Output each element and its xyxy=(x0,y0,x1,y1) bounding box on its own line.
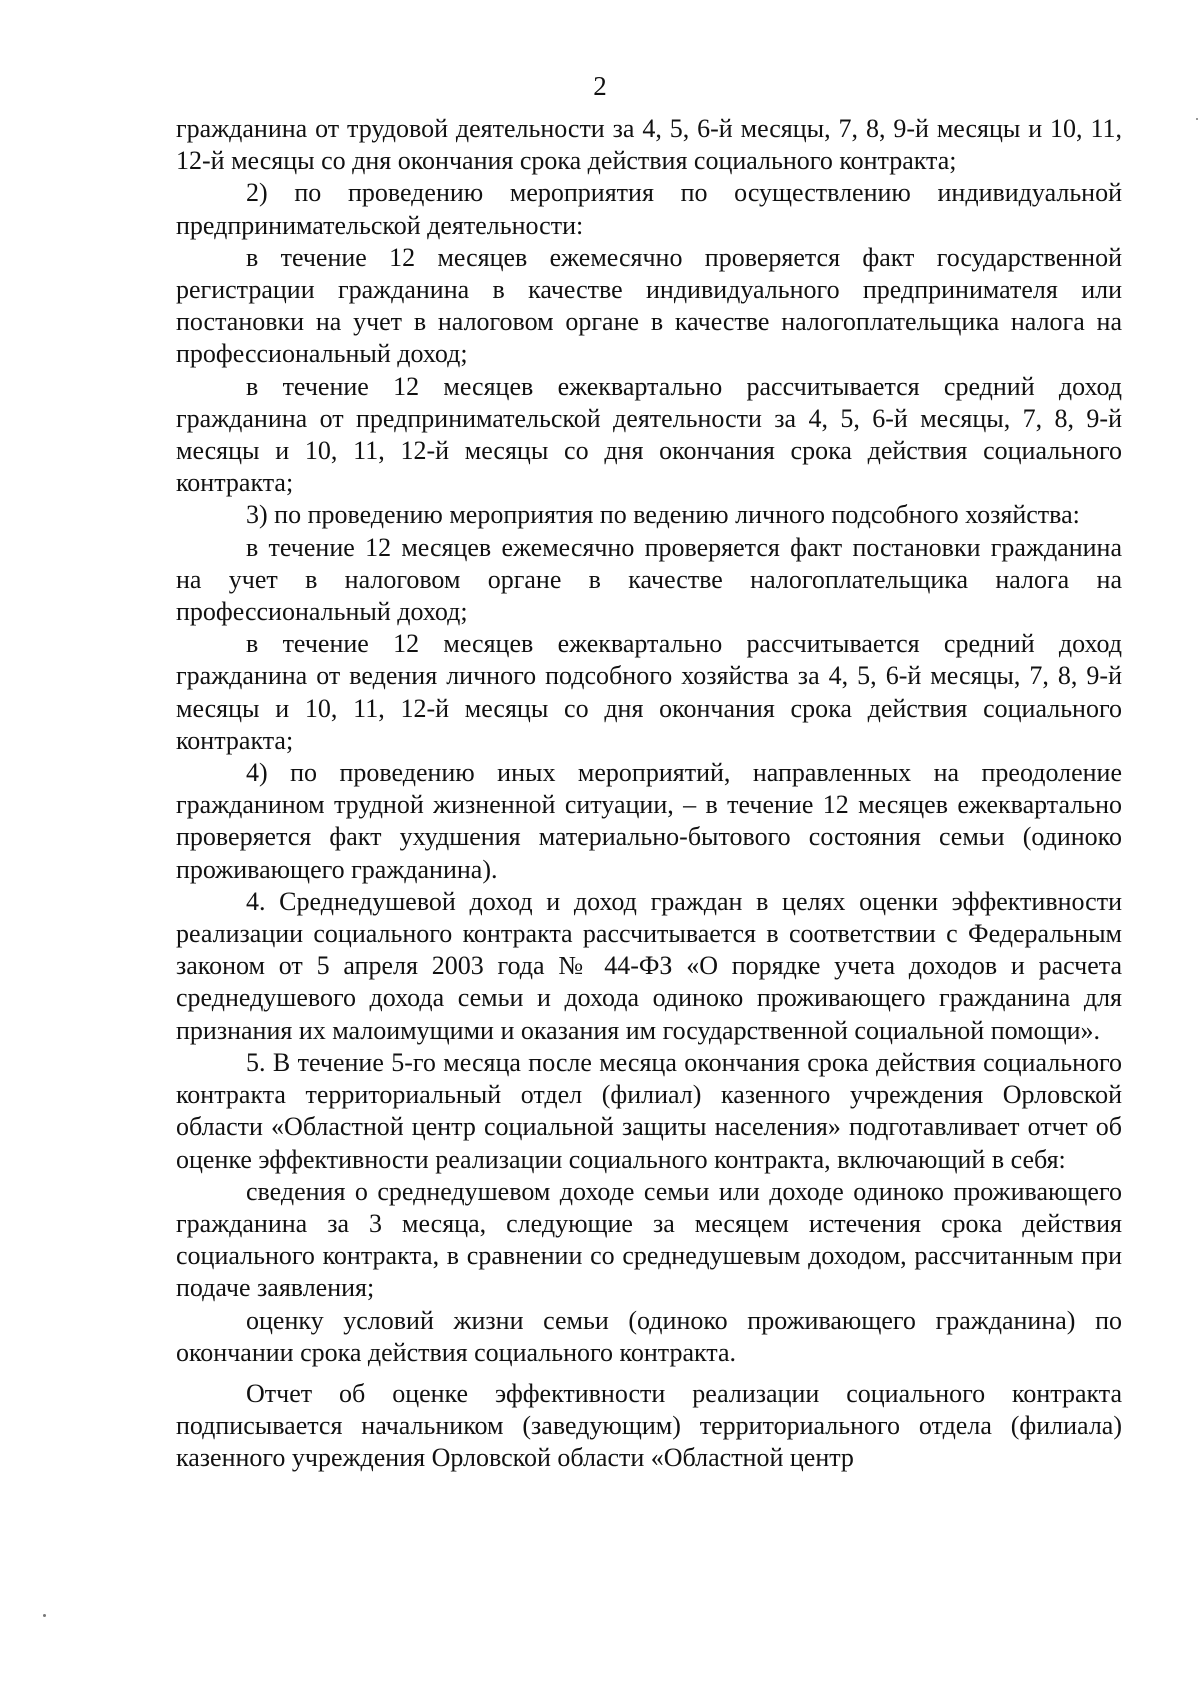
paragraph-section-5: 5. В течение 5-го месяца после месяца окончания срока действия социального контракта территориальный отдел (филиал) казенного учреждения Орловской области «Областной центр социальной защиты населения» подготавливает отчет об оценке эффективности реализации социального контракта, включающий в себя: xyxy=(176,1047,1122,1174)
paragraph-report-signature: Отчет об оценке эффективности реализации социального контракта подписывается начальником (заведующим) территориального отдела (филиала) казенного учреждения Орловской области «Областной центр xyxy=(176,1378,1122,1473)
paragraph-item-3-registration: в течение 12 месяцев ежемесячно проверяется факт постановки гражданина на учет в налоговом органе в качестве налогоплательщика налога на профессиональный доход; xyxy=(176,532,1122,627)
document-body xyxy=(176,113,1122,1475)
paragraph-section-5-living-conditions: оценку условий жизни семьи (одиноко проживающего гражданина) по окончании срока действия социального контракта. xyxy=(176,1305,1122,1367)
paragraph-item-2-registration: в течение 12 месяцев ежемесячно проверяется факт государственной регистрации гражданина в качестве индивидуального предпринимателя или постановки на учет в налоговом органе в качестве налогоплательщика налога на профессиональный доход; xyxy=(176,242,1122,369)
page-number: 2 xyxy=(593,71,607,101)
paragraph-item-2-income: в течение 12 месяцев ежеквартально рассчитывается средний доход гражданина от предпринимательской деятельности за 4, 5, 6-й месяцы, 7, 8, 9-й месяцы и 10, 11, 12-й месяцы со дня окончания срока действия социального контракта; xyxy=(176,371,1122,498)
paragraph-item-2: 2) по проведению мероприятия по осуществлению индивидуальной предпринимательской деятельности: xyxy=(176,178,1122,240)
paragraph-section-5-income-info: сведения о среднедушевом доходе семьи или доходе одиноко проживающего гражданина за 3 месяца, следующие за месяцем истечения срока действия социального контракта, в сравнении со среднедушевым доходом, рассчитанным при подаче заявления; xyxy=(176,1176,1122,1303)
paragraph-item-3-income: в течение 12 месяцев ежеквартально рассчитывается средний доход гражданина от ведения личного подсобного хозяйства за 4, 5, 6-й месяцы, 7, 8, 9-й месяцы и 10, 11, 12-й месяцы со дня окончания срока действия социального контракта; xyxy=(176,629,1122,755)
paragraph-item-3: 3) по проведению мероприятия по ведению личного подсобного хозяйства: xyxy=(246,500,1080,530)
paragraph-item-4: 4) по проведению иных мероприятий, направленных на преодоление гражданином трудной жизненной ситуации, – в течение 12 месяцев ежеквартально проверяется факт ухудшения материально-бытового состояния семьи (одиноко проживающего гражданина). xyxy=(176,758,1122,884)
scan-speck xyxy=(43,1614,46,1617)
paragraph-continuation: гражданина от трудовой деятельности за 4, 5, 6-й месяцы, 7, 8, 9-й месяцы и 10, 11, 12-й месяцы со дня окончания срока действия социального контракта; xyxy=(176,114,1122,176)
scan-speck xyxy=(1196,118,1198,120)
paragraph-section-4: 4. Среднедушевой доход и доход граждан в целях оценки эффективности реализации социального контракта рассчитывается в соответствии с Федеральным законом от 5 апреля 2003 года № 44-ФЗ «О порядке учета доходов и расчета среднедушевого дохода семьи и дохода одиноко проживающего гражданина для признания их малоимущими и оказания им государственной социальной помощи». xyxy=(176,886,1122,1045)
